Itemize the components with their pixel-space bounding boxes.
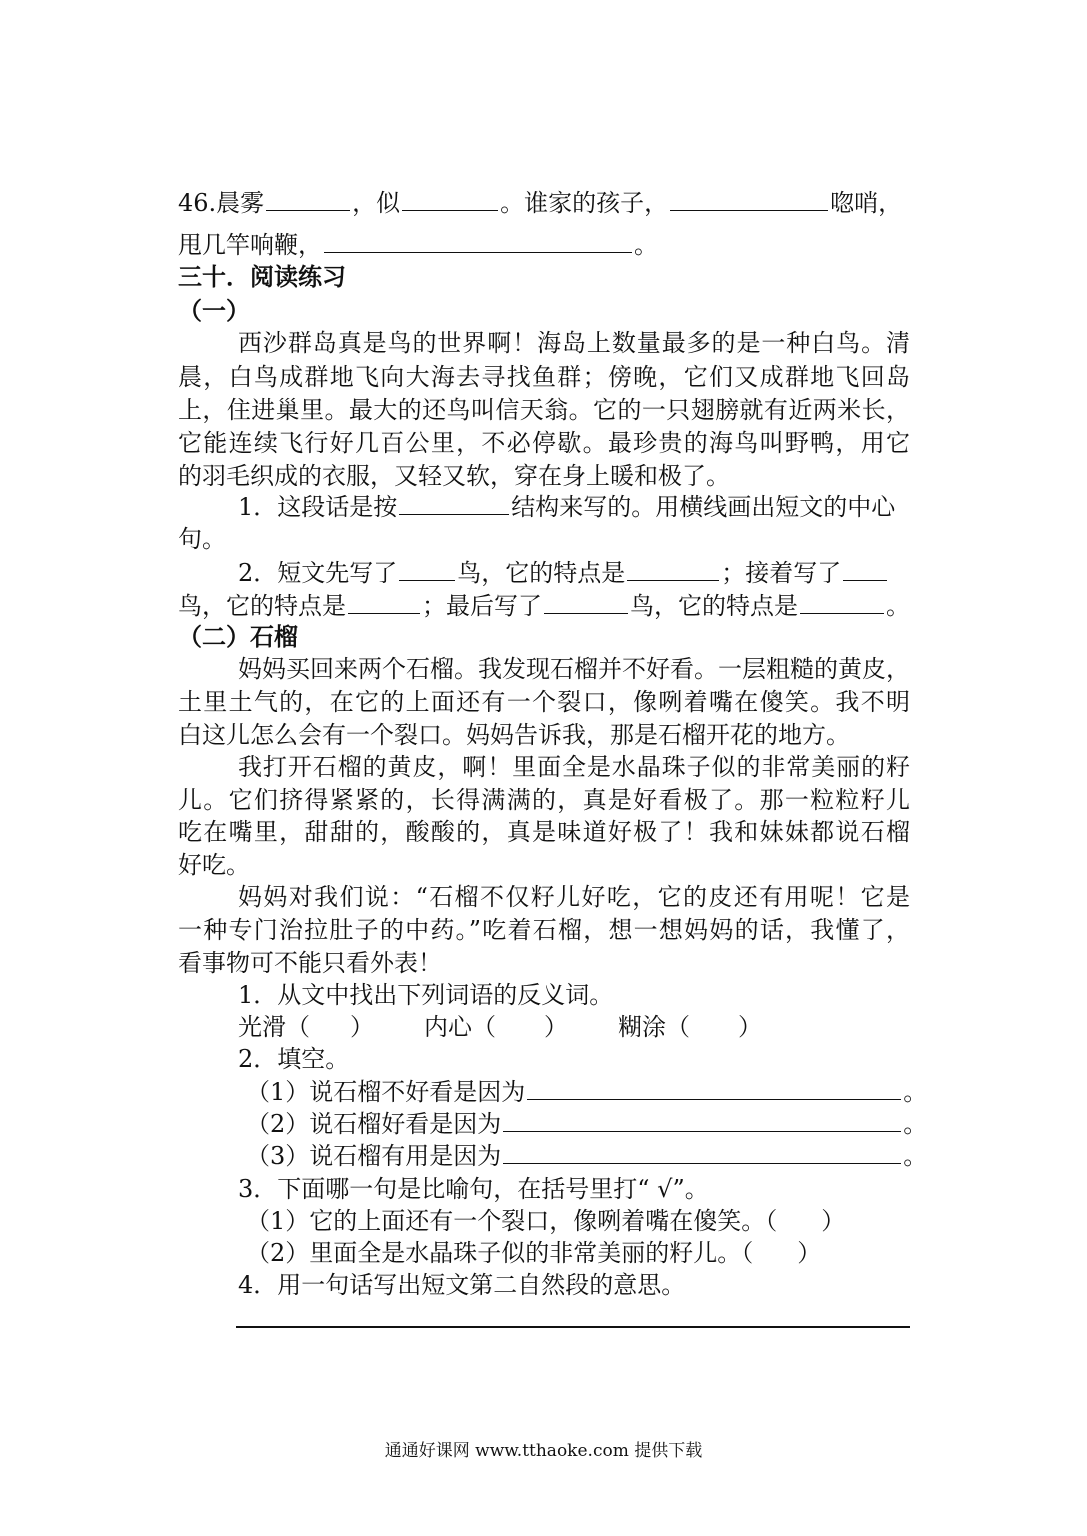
passage-line: 土里土气的，在它的上面还有一个裂口，像咧着嘴在傻笑。我不明: [178, 688, 910, 716]
fill-blank[interactable]: [627, 556, 719, 581]
passage-line: 儿。它们挤得紧紧的，长得满满的，真是好看极了。那一粒粒籽儿: [178, 786, 910, 814]
fill-item: （2）说石榴好看是因为 。: [246, 1107, 910, 1141]
passage-line: 晨，白鸟成群地飞向大海去寻找鱼群；傍晚，它们又成群地飞回岛: [178, 363, 910, 391]
passage-line: 吃在嘴里，甜甜的，酸酸的，真是味道好极了！我和妹妹都说石榴: [178, 818, 910, 846]
fill-blank[interactable]: [503, 1107, 901, 1132]
part1-question-1-cont: 句。: [178, 525, 226, 553]
fill-blank[interactable]: [324, 228, 632, 253]
antonym-row: 光滑（ ） 内心（ ） 糊涂（ ）: [238, 1013, 762, 1041]
section-title: 三十．阅读练习: [178, 262, 346, 291]
part1-question-1: 1．这段话是按 结构来写的。用横线画出短文的中心: [238, 490, 910, 524]
passage-line: 妈妈买回来两个石榴。我发现石榴并不好看。一层粗糙的黄皮，: [238, 655, 910, 683]
passage-line: 的羽毛织成的衣服，又轻又软，穿在身上暖和极了。: [178, 462, 730, 490]
fill-blank[interactable]: [266, 186, 350, 211]
passage-line: 一种专门治拉肚子的中药。”吃着石榴，想一想妈妈的话，我懂了，: [178, 916, 910, 944]
passage-line: 妈妈对我们说：“石榴不仅籽儿好吃，它的皮还有用呢！它是: [238, 883, 910, 911]
passage-line: 它能连续飞行好几百公里，不必停歇。最珍贵的海鸟叫野鸭，用它: [178, 429, 910, 457]
fill-blank[interactable]: [399, 490, 509, 515]
fill-blank[interactable]: [399, 556, 455, 581]
passage-line: 白这儿怎么会有一个裂口。妈妈告诉我，那是石榴开花的地方。: [178, 721, 850, 749]
passage-line: 我打开石榴的黄皮，啊！里面全是水晶珠子似的非常美丽的籽: [238, 753, 910, 781]
fill-blank[interactable]: [348, 589, 420, 614]
part2-heading: （二）石榴: [178, 622, 298, 651]
part2-question-1: 1．从文中找出下列词语的反义词。: [238, 981, 614, 1009]
choice-item: （2）里面全是水晶珠子似的非常美丽的籽儿。（ ）: [246, 1239, 822, 1267]
footer-credit: 通通好课网 www.tthaoke.com 提供下载: [384, 1441, 703, 1461]
passage-line: 好吃。: [178, 851, 250, 879]
part1-question-2-cont: 鸟，它的特点是 ；最后写了 鸟，它的特点是 。: [178, 589, 910, 623]
fill-blank[interactable]: [544, 589, 628, 614]
part1-heading: （一）: [178, 296, 250, 325]
passage-line: 看事物可不能只看外表！: [178, 949, 442, 977]
part2-question-2: 2．填空。: [238, 1045, 350, 1073]
q46-line-2: 甩几竿响鞭， 。: [178, 228, 910, 262]
fill-blank[interactable]: [402, 186, 498, 211]
fill-blank[interactable]: [503, 1139, 901, 1164]
fill-blank[interactable]: [670, 186, 828, 211]
part1-question-2: 2．短文先写了 鸟，它的特点是 ；接着写了: [238, 556, 910, 590]
passage-line: 上，住进巢里。最大的还鸟叫信天翁。它的一只翅膀就有近两米长，: [178, 396, 910, 424]
passage-line: 西沙群岛真是鸟的世界啊！海岛上数量最多的是一种白鸟。清: [238, 329, 910, 357]
fill-blank[interactable]: [800, 589, 884, 614]
q46-line-1: 46.晨雾 ，似 。谁家的孩子， 唿哨，: [178, 186, 910, 220]
choice-item: （1）它的上面还有一个裂口，像咧着嘴在傻笑。（ ）: [246, 1207, 846, 1235]
fill-blank[interactable]: [527, 1075, 901, 1100]
fill-item: （1）说石榴不好看是因为 。: [246, 1075, 910, 1109]
fill-item: （3）说石榴有用是因为 。: [246, 1139, 910, 1173]
fill-blank[interactable]: [843, 556, 887, 581]
part2-question-3: 3．下面哪一句是比喻句，在括号里打“ √”。: [238, 1175, 709, 1203]
answer-line[interactable]: [236, 1326, 910, 1328]
part2-question-4: 4．用一句话写出短文第二自然段的意思。: [238, 1271, 686, 1299]
